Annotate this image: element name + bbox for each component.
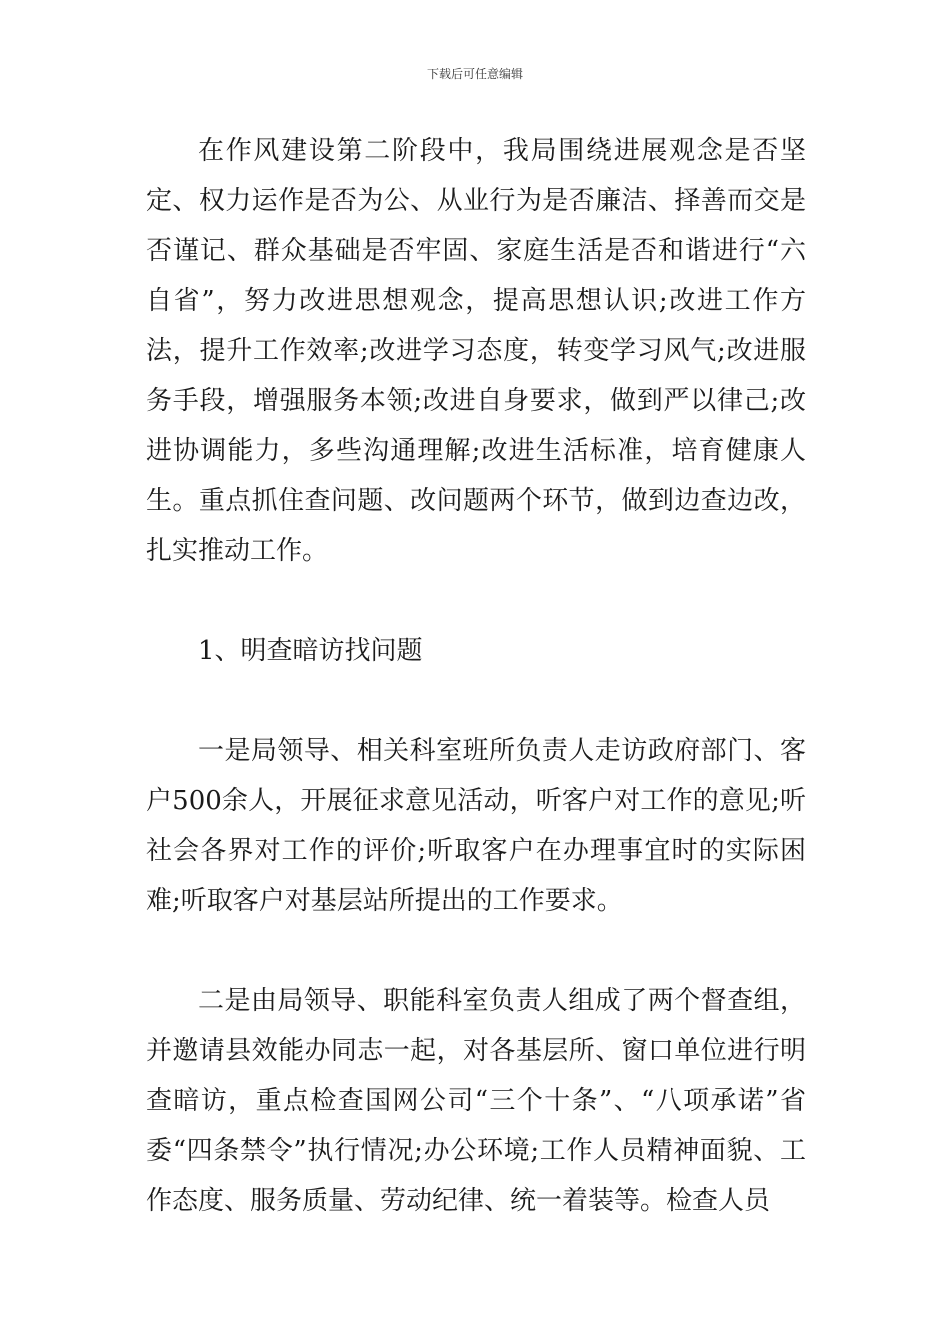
header-note: 下载后可任意编辑	[426, 67, 523, 81]
paragraph-intro: 在作风建设第二阶段中，我局围绕进展观念是否坚定、权力运作是否为公、从业行为是否廉洁、择善而交是否谨记、群众基础是否牢固、家庭生活是否和谐进行“六自省”，努力改进思想观念，提高思想认识;改进工作方法，提升工作效率;改进学习态度，转变学习风气;改进服务手段，增强服务本领;改进自身要求，做到严以律己;改进协调能力，多些沟通理解;改进生活标准，培育健康人生。重点抓住查问题、改问题两个环节，做到边查边改，扎实推动工作。	[146, 136, 806, 566]
paragraph-spacer	[146, 576, 806, 626]
paragraph-spacer	[146, 926, 806, 976]
paragraph-first-measure: 一是局领导、相关科室班所负责人走访政府部门、客户500余人，开展征求意见活动，听客户对工作的意见;听社会各界对工作的评价;听取客户在办理事宜时的实际困难;听取客户对基层站所提出的工作要求。	[146, 736, 806, 916]
paragraph-second-measure: 二是由局领导、职能科室负责人组成了两个督查组，并邀请县效能办同志一起，对各基层所、窗口单位进行明查暗访，重点检查国网公司“三个十条”、“八项承诺”省委“四条禁令”执行情况;办公环境;工作人员精神面貌、工作态度、服务质量、劳动纪律、统一着装等。检查人员	[146, 986, 806, 1216]
document-body	[146, 126, 806, 1226]
paragraph-spacer	[146, 676, 806, 726]
section-heading: 1、明查暗访找问题	[198, 636, 423, 666]
